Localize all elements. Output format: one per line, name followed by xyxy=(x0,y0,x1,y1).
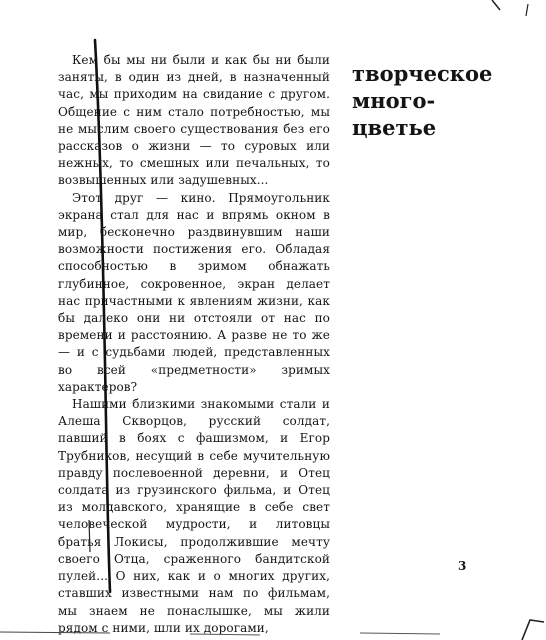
heading-line-2: много- xyxy=(352,88,436,113)
page-number: 3 xyxy=(458,559,467,573)
heading-line-3: цветье xyxy=(352,115,437,140)
corner-mark xyxy=(526,4,528,16)
corner-mark xyxy=(492,0,500,10)
section-heading xyxy=(352,60,502,141)
body-text xyxy=(58,52,330,637)
paragraph-2: Этот друг — кино. Прямоугольник экрана стал для нас и впрямь окном в мир, бесконечно раздвинувшим наши возможности постижения его. Обладая способностью в зримом обнажать глубинное, сокровенное, экран делает нас причастными к явлениям жизни, как бы далеко они ни отстояли от нас по времени и расстоянию. А разве не то же — и с судьбами людей, представленных во всей «предметности» зримых характеров? xyxy=(58,190,330,394)
corner-mark xyxy=(522,620,544,640)
paragraph-1: Кем бы мы ни были и как бы ни были заняты, в один из дней, в назначенный час, мы приходим на свидание с другом. Общение с ним стало потребностью, мы не мыслим своего существования без его рассказов о жизни — то суровых или нежных, то смешных или печальных, то возвышенных или задушевных... xyxy=(58,53,330,188)
paragraph-3: Нашими близкими знакомыми стали и Алеша Скворцов, русский солдат, павший в боях с фашизмом, и Егор Трубников, несущий в себе мучительную правду послевоенной деревни, и Отец солдата из грузинского фильма, и Отец из молдавского, хранящие в себе свет человеческой мудрости, и литовцы братья Локисы, продолжившие мечту своего Отца, сраженного бандитской пулей... О них, как и о многих других, ставших известными нам по фильмам, мы знаем не понаслышке, мы жили рядом с ними, шли их дорогами, xyxy=(58,397,330,635)
bottom-edge-line xyxy=(360,633,440,634)
heading-line-1: творческое xyxy=(352,61,493,86)
